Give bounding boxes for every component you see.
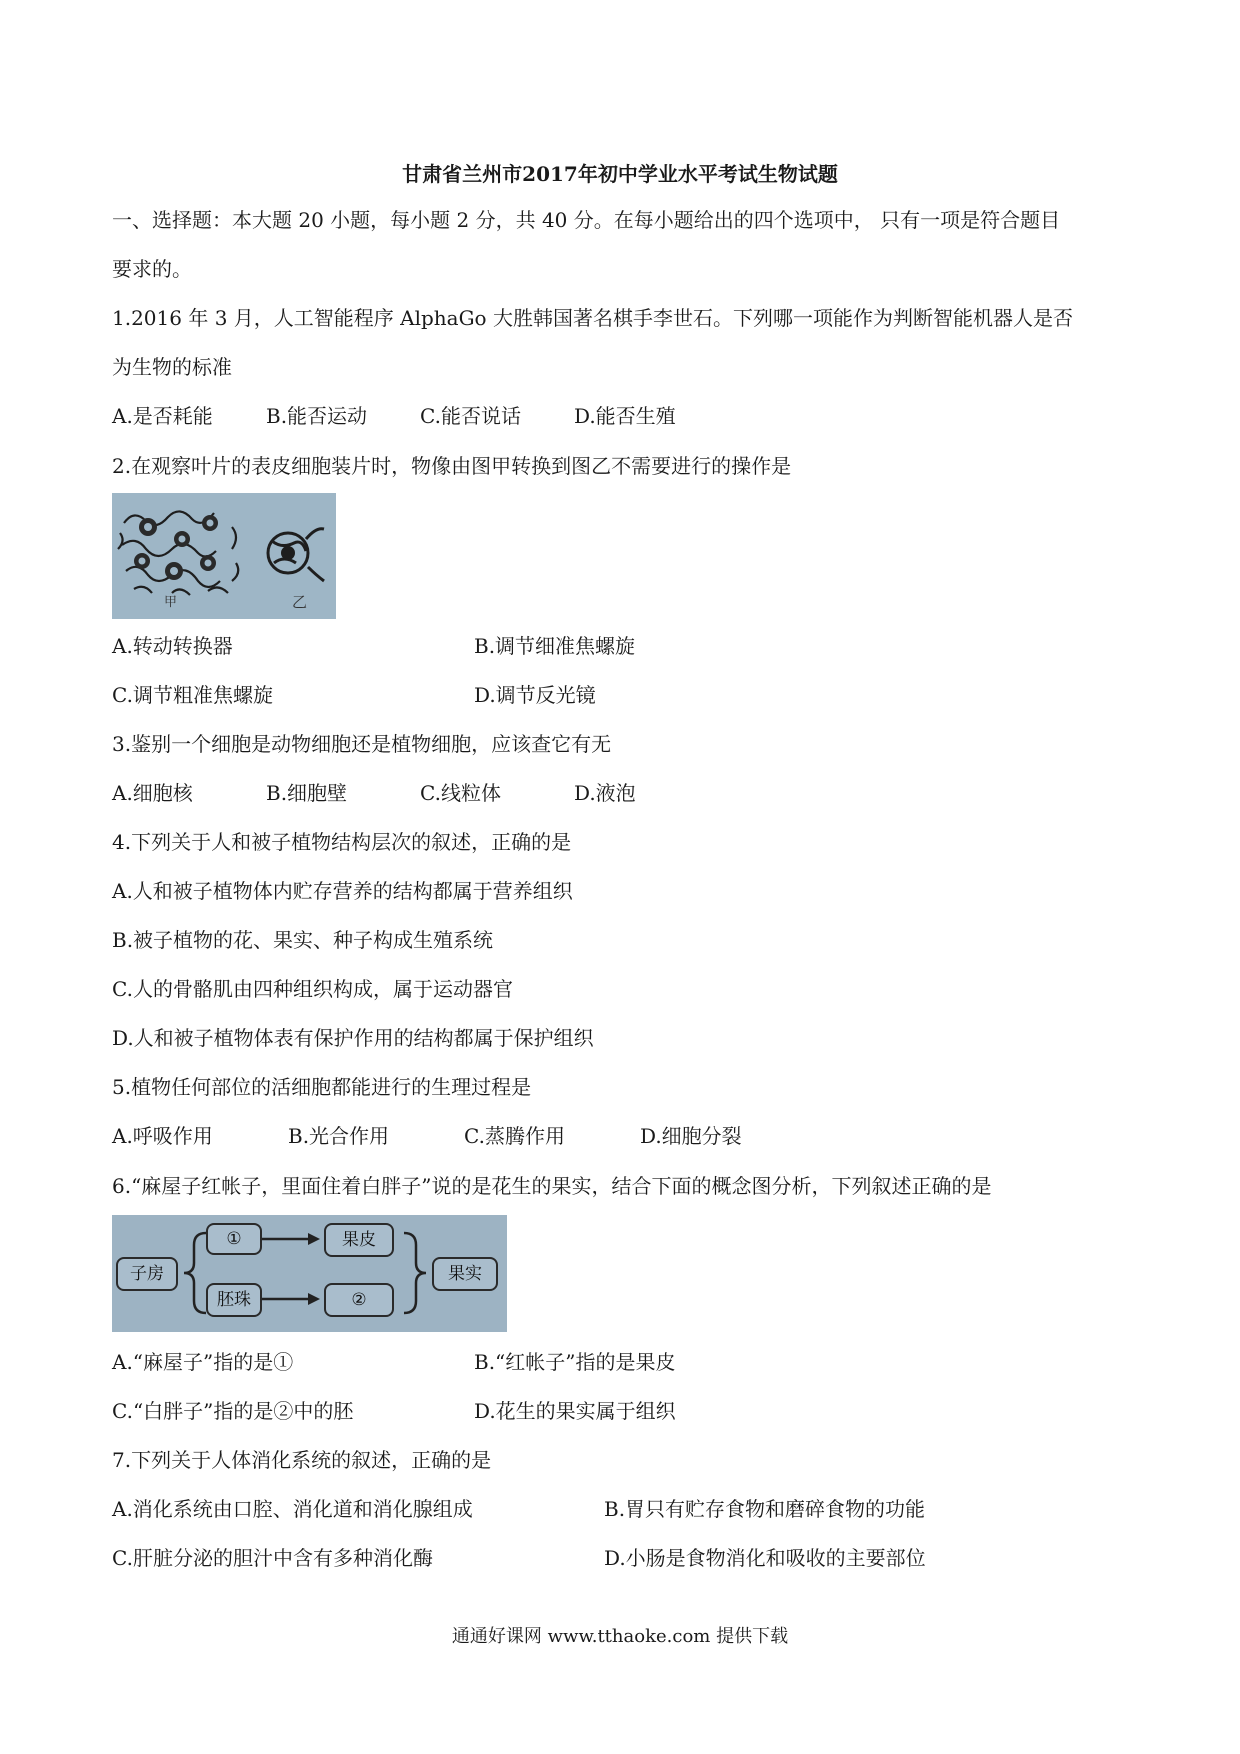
q6-option-c: C.“白胖子”指的是②中的胚 xyxy=(112,1399,354,1423)
section-intro-line1: 一、选择题：本大题 20 小题，每小题 2 分，共 40 分。在每小题给出的四个选项中， 只有一项是符合题目 xyxy=(112,208,1061,232)
q1-stem-line1: 1.2016 年 3 月，人工智能程序 AlphaGo 大胜韩国著名棋手李世石。下列哪一项能作为判断智能机器人是否 xyxy=(112,306,1073,330)
q1-option-a: A.是否耗能 xyxy=(112,404,213,428)
q4-option-a: A.人和被子植物体内贮存营养的结构都属于营养组织 xyxy=(112,879,573,903)
q5-option-a: A.呼吸作用 xyxy=(112,1124,213,1148)
concept-ovary-box: 子房 xyxy=(116,1257,178,1291)
concept-map-figure xyxy=(112,1215,507,1332)
q7-option-c: C.肝脏分泌的胆汁中含有多种消化酶 xyxy=(112,1546,433,1570)
q2-option-a: A.转动转换器 xyxy=(112,634,233,658)
q7-stem: 7.下列关于人体消化系统的叙述，正确的是 xyxy=(112,1448,492,1472)
q6-option-a: A.“麻屋子”指的是① xyxy=(112,1350,294,1374)
section-intro-line2: 要求的。 xyxy=(112,257,192,281)
q4-option-b: B.被子植物的花、果实、种子构成生殖系统 xyxy=(112,928,494,952)
concept-pericarp-box: 果皮 xyxy=(324,1223,394,1257)
q2-option-d: D.调节反光镜 xyxy=(474,683,596,707)
q1-option-c: C.能否说话 xyxy=(420,404,521,428)
q7-option-d: D.小肠是食物消化和吸收的主要部位 xyxy=(604,1546,926,1570)
q5-stem: 5.植物任何部位的活细胞都能进行的生理过程是 xyxy=(112,1075,532,1099)
concept-item-1-box: ① xyxy=(206,1223,262,1255)
q5-option-c: C.蒸腾作用 xyxy=(464,1124,565,1148)
q1-option-b: B.能否运动 xyxy=(266,404,368,428)
figure-label-jia: 甲 xyxy=(164,595,178,610)
concept-item-2-box: ② xyxy=(324,1283,394,1317)
concept-ovule-box: 胚珠 xyxy=(206,1283,262,1317)
q4-stem: 4.下列关于人和被子植物结构层次的叙述，正确的是 xyxy=(112,830,572,854)
q3-option-a: A.细胞核 xyxy=(112,781,193,805)
q3-stem: 3.鉴别一个细胞是动物细胞还是植物细胞，应该查它有无 xyxy=(112,732,612,756)
q7-option-a: A.消化系统由口腔、消化道和消化腺组成 xyxy=(112,1497,473,1521)
q4-option-c: C.人的骨骼肌由四种组织构成，属于运动器官 xyxy=(112,977,513,1001)
q2-stem: 2.在观察叶片的表皮细胞装片时，物像由图甲转换到图乙不需要进行的操作是 xyxy=(112,454,792,478)
footer-source: 通通好课网 www.tthaoke.com 提供下载 xyxy=(451,1626,789,1647)
q3-option-d: D.液泡 xyxy=(574,781,636,805)
q6-stem: 6.“麻屋子红帐子，里面住着白胖子”说的是花生的果实，结合下面的概念图分析，下列叙述正确的是 xyxy=(112,1174,992,1198)
q2-option-c: C.调节粗准焦螺旋 xyxy=(112,683,273,707)
q7-option-b: B.胃只有贮存食物和磨碎食物的功能 xyxy=(604,1497,926,1521)
q1-option-d: D.能否生殖 xyxy=(574,404,676,428)
page-title: 甘肃省兰州市2017年初中学业水平考试生物试题 xyxy=(402,162,838,186)
q6-option-b: B.“红帐子”指的是果皮 xyxy=(474,1350,676,1374)
concept-fruit-box: 果实 xyxy=(432,1257,498,1291)
microscope-figure xyxy=(112,493,336,619)
q1-stem-line2: 为生物的标准 xyxy=(112,355,232,379)
q4-option-d: D.人和被子植物体表有保护作用的结构都属于保护组织 xyxy=(112,1026,594,1050)
q5-option-b: B.光合作用 xyxy=(288,1124,390,1148)
figure-label-yi: 乙 xyxy=(292,593,308,611)
q2-option-b: B.调节细准焦螺旋 xyxy=(474,634,636,658)
q3-option-b: B.细胞壁 xyxy=(266,781,348,805)
q3-option-c: C.线粒体 xyxy=(420,781,501,805)
q6-option-d: D.花生的果实属于组织 xyxy=(474,1399,676,1423)
q5-option-d: D.细胞分裂 xyxy=(640,1124,742,1148)
